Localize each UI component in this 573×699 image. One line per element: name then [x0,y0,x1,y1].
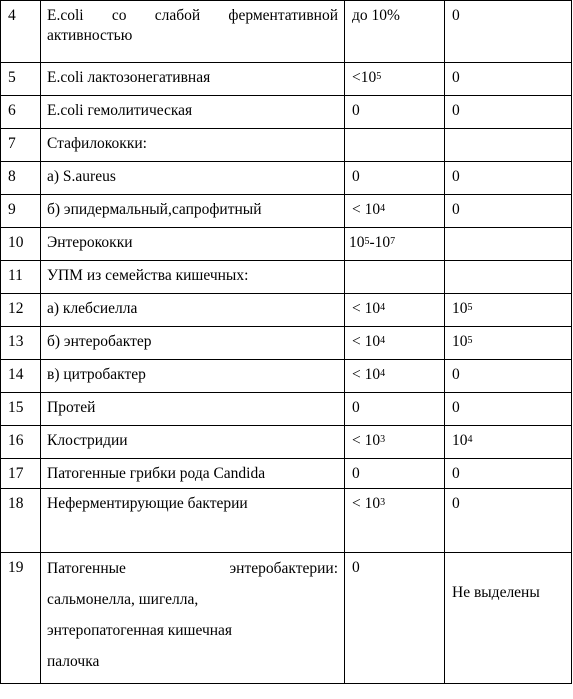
result-value: 0 [445,195,572,228]
result-value [445,426,572,459]
norm-value-exponent: 5 [376,71,382,82]
norm-range-low: 10 [349,234,365,251]
table-row [1,162,572,195]
result-value: 0 [445,162,572,195]
result-value [445,294,572,327]
result-value [445,327,572,360]
norm-value [345,360,445,393]
table-row [1,360,572,393]
norm-value: 0 [345,96,445,129]
norm-range-high: -10 [369,234,391,251]
table-row [1,393,572,426]
norm-range-high-exponent: 7 [390,236,396,247]
row-number: 6 [1,96,41,129]
organism-name: УПМ из семейства кишечных: [41,261,345,294]
norm-value: 0 [345,393,445,426]
norm-value-exponent: 4 [380,302,386,313]
table-row [1,228,572,261]
row-number: 13 [1,327,41,360]
table-row [1,294,572,327]
norm-value-base: < 10 [352,495,381,512]
norm-value-exponent: 4 [380,203,386,214]
organism-name: E.coli лактозонегативная [41,63,345,96]
norm-value-base: < 10 [352,300,381,317]
organism-name: б) энтеробактер [41,327,345,360]
norm-value: 0 [345,162,445,195]
result-value-base: 10 [452,333,468,350]
row-number: 4 [1,1,41,63]
row-number: 8 [1,162,41,195]
norm-value [345,294,445,327]
norm-value [345,327,445,360]
norm-value: 0 [345,553,445,684]
organism-name: Клостридии [41,426,345,459]
result-value [445,129,572,162]
result-value [445,228,572,261]
row-number: 9 [1,195,41,228]
result-value: 0 [445,360,572,393]
table-row [1,426,572,459]
organism-name: Стафилококки: [41,129,345,162]
table-row [1,195,572,228]
norm-value-base: < 10 [352,333,381,350]
row-number: 11 [1,261,41,294]
table-row [1,63,572,96]
organism-name: Патогенные грибки рода Candida [41,459,345,489]
organism-name-line: Патогенные энтеробактерии: [47,560,338,577]
row-number: 5 [1,63,41,96]
table-row [1,96,572,129]
table-row [1,327,572,360]
norm-value [345,195,445,228]
organism-name: Неферментирующие бактерии [41,489,345,553]
result-value-text: Не выделены [452,584,540,601]
norm-value-base: < 10 [352,366,381,383]
result-value-base: 10 [452,432,468,449]
norm-value-exponent: 4 [380,368,386,379]
norm-value [345,426,445,459]
row-number: 19 [1,553,41,684]
table-row [1,489,572,553]
organism-name [41,1,345,63]
result-value [445,553,572,684]
result-value-base: 10 [452,300,468,317]
table-row [1,459,572,489]
norm-value [345,63,445,96]
norm-value-base: < 10 [352,432,381,449]
table-row [1,261,572,294]
organism-name: E.coli гемолитическая [41,96,345,129]
row-number: 15 [1,393,41,426]
norm-value [345,228,445,261]
table-row [1,129,572,162]
norm-range-low-exponent: 5 [364,236,370,247]
result-value: 0 [445,96,572,129]
result-value [445,261,572,294]
row-number: 17 [1,459,41,489]
organism-name: б) эпидермальный,сапрофитный [41,195,345,228]
organism-name-line: палочка [47,653,100,670]
organism-name-line: сальмонелла, шигелла, [47,591,199,608]
row-number: 16 [1,426,41,459]
organism-name-line: E.coli со слабой ферментативной [47,7,338,24]
norm-value [345,261,445,294]
row-number: 12 [1,294,41,327]
organism-name-line: энтеропатогенная кишечная [47,622,233,639]
norm-value-exponent: 4 [380,335,386,346]
result-value: 0 [445,489,572,553]
organism-name [41,553,345,684]
norm-value-exponent: 3 [380,497,386,508]
organism-name: а) S.aureus [41,162,345,195]
organism-name: а) клебсиелла [41,294,345,327]
organism-name: Энтерококки [41,228,345,261]
result-value: 0 [445,459,572,489]
result-value-exponent: 5 [467,335,473,346]
result-value: 0 [445,63,572,96]
row-number: 7 [1,129,41,162]
organism-name: Протей [41,393,345,426]
result-value-exponent: 4 [467,434,473,445]
norm-value: до 10% [345,1,445,63]
result-value: 0 [445,393,572,426]
row-number: 10 [1,228,41,261]
result-value-exponent: 5 [467,302,473,313]
norm-value-base: <10 [352,69,377,86]
norm-value: 0 [345,459,445,489]
row-number: 14 [1,360,41,393]
table-row [1,553,572,684]
result-value: 0 [445,1,572,63]
norm-value [345,489,445,553]
table-row [1,1,572,63]
norm-value-base: < 10 [352,201,381,218]
norm-value [345,129,445,162]
norm-value-exponent: 3 [380,434,386,445]
row-number: 18 [1,489,41,553]
organism-name-line: активностью [47,27,133,44]
organism-name: в) цитробактер [41,360,345,393]
